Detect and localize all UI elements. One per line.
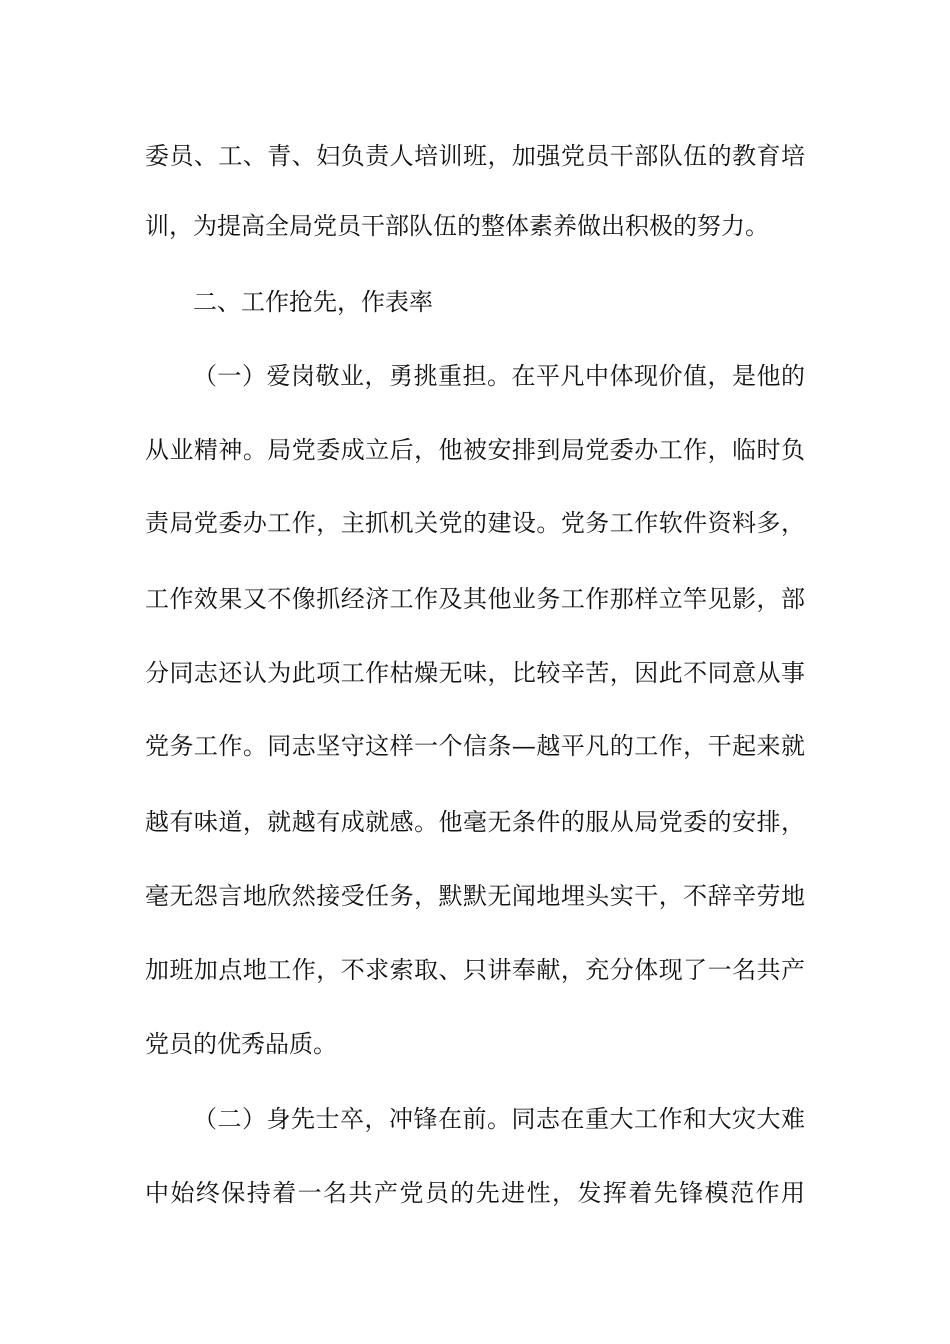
section-heading: 二、工作抢先，作表率 [193,288,433,316]
paragraph-line: 毫无怨言地欣然接受任务，默默无闻地埋头实干，不辞辛劳地 [145,882,805,910]
paragraph-line: 委员、工、青、妇负责人培训班，加强党员干部队伍的教育培 [145,142,805,170]
paragraph-line: 党员的优秀品质。 [145,1030,337,1058]
paragraph-line: 训，为提高全局党员干部队伍的整体素养做出积极的努力。 [145,212,769,240]
paragraph-line: 工作效果又不像抓经济工作及其他业务工作那样立竿见影，部 [145,585,805,613]
paragraph-line: （一）爱岗敬业，勇挑重担。在平凡中体现价值，是他的 [193,362,805,390]
paragraph-line: 加班加点地工作，不求索取、只讲奉献，充分体现了一名共产 [145,956,805,984]
paragraph-line: 分同志还认为此项工作枯燥无味，比较辛苦，因此不同意从事 [145,659,805,687]
paragraph-line: 从业精神。局党委成立后，他被安排到局党委办工作，临时负 [145,436,805,464]
paragraph-line: （二）身先士卒，冲锋在前。同志在重大工作和大灾大难 [193,1105,805,1133]
paragraph-line: 越有味道，就越有成就感。他毫无条件的服从局党委的安排， [145,808,805,836]
paragraph-line: 党务工作。同志坚守这样一个信条—越平凡的工作，干起来就 [145,732,805,760]
paragraph-line: 中始终保持着一名共产党员的先进性，发挥着先锋模范作用 [145,1179,805,1207]
paragraph-line: 责局党委办工作，主抓机关党的建设。党务工作软件资料多， [145,509,805,537]
